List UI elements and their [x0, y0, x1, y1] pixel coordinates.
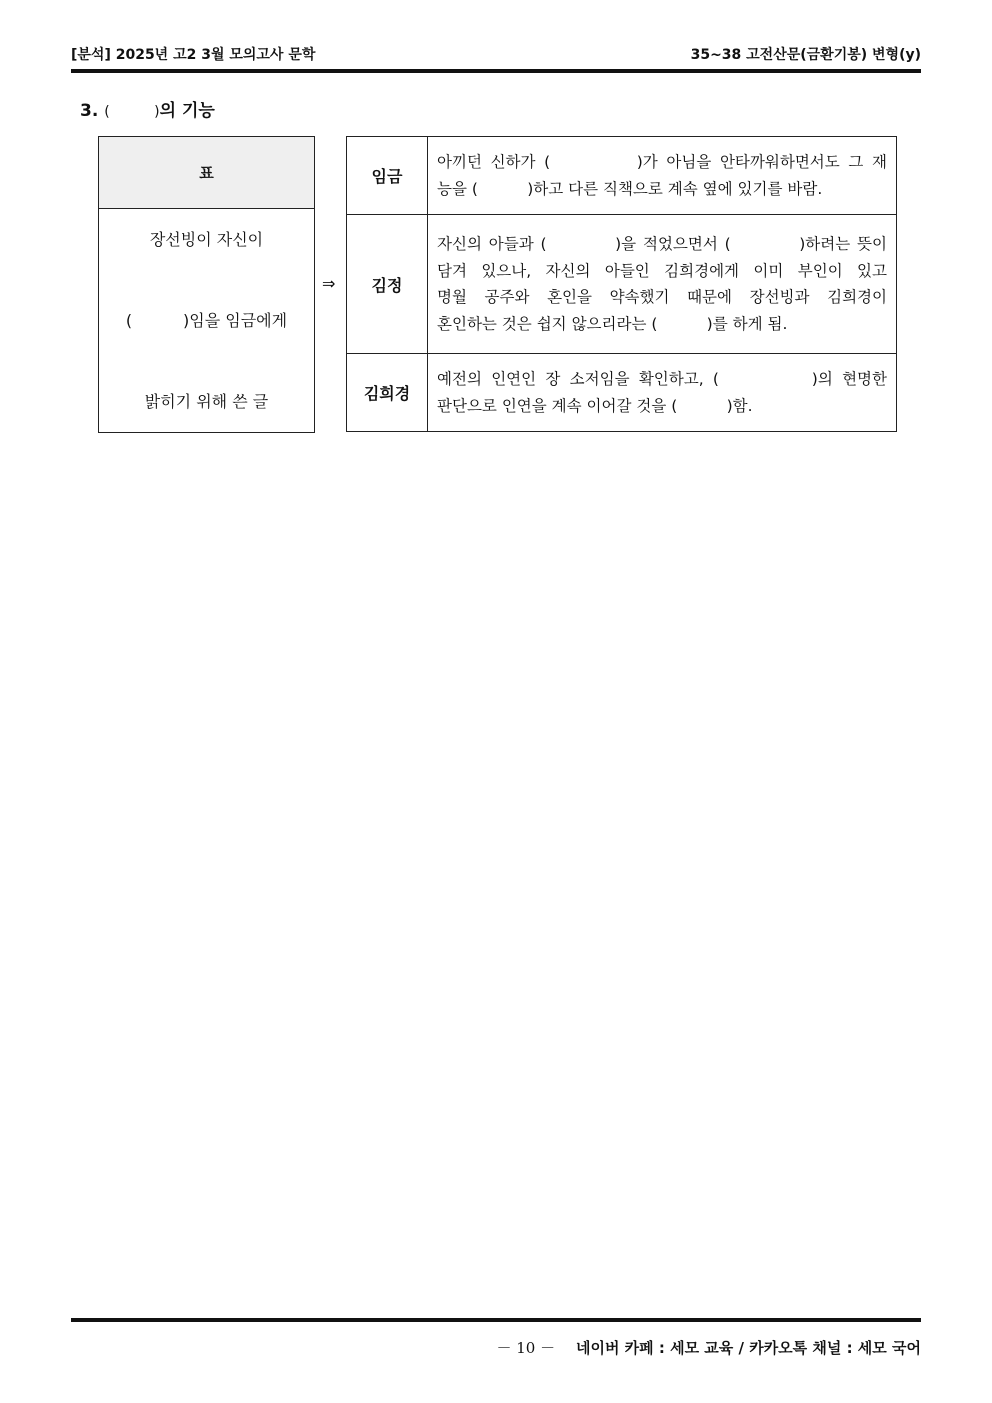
cell-line: 아끼던 신하가 ( )가 아님을 안타까워하면서도 그 재	[437, 153, 887, 171]
page-number: － 10 －	[496, 1339, 556, 1357]
section-blank: ( )	[104, 104, 160, 120]
header-left-title: [분석] 2025년 고2 3월 모의고사 문학	[71, 47, 316, 63]
footer-rule	[71, 1318, 921, 1322]
table-row	[347, 354, 897, 432]
section-number: 3.	[80, 101, 99, 121]
right-arrow-icon: ⇒	[322, 274, 336, 293]
left-box-text	[126, 172, 287, 469]
character-table	[346, 136, 897, 432]
left-box-body	[99, 209, 314, 432]
left-box-line: ( )임을 임금에게	[125, 311, 288, 330]
row-body-kimheegyeong	[428, 354, 897, 432]
table-row	[347, 215, 897, 354]
cell-line: 혼인하는 것은 쉽지 않으리라는 ( )를 하게 됨.	[437, 314, 788, 333]
cell-line: 명월 공주와 혼인을 약속했기 때문에 장선빙과 김희경이	[437, 288, 887, 306]
cell-line: 판단으로 인연을 계속 이어갈 것을 ( )함.	[437, 396, 753, 415]
section-title	[80, 96, 215, 121]
left-box-line: 밝히기 위해 쓴 글	[144, 392, 269, 411]
footer-text: 네이버 카페 : 세모 교육 / 카카오톡 채널 : 세모 국어	[575, 1339, 921, 1357]
page-footer	[496, 1337, 921, 1358]
row-head-kimheegyeong: 김희경	[347, 354, 428, 432]
row-body-kimjeong	[428, 215, 897, 354]
left-summary-box	[98, 136, 315, 433]
page-header	[71, 44, 921, 64]
table-row	[347, 137, 897, 215]
left-box-heading: 표	[99, 137, 314, 209]
left-box-line: 장선빙이 자신이	[149, 230, 264, 249]
cell-line: 예전의 인연인 장 소저임을 확인하고, ( )의 현명한	[437, 370, 887, 388]
header-rule	[71, 69, 921, 73]
cell-line: 능을 ( )하고 다른 직책으로 계속 옆에 있기를 바람.	[437, 179, 823, 198]
cell-line: 담겨 있으나, 자신의 아들인 김희경에게 이미 부인이 있고	[437, 261, 887, 280]
row-head-king: 임금	[347, 137, 428, 215]
cell-line: 자신의 아들과 ( )을 적었으면서 ( )하려는 뜻이	[437, 235, 887, 253]
section-title-suffix: 의 기능	[159, 101, 215, 121]
header-right-title: 35~38 고전산문(금환기봉) 변형(y)	[690, 47, 921, 63]
row-head-kimjeong: 김정	[347, 215, 428, 354]
row-body-king	[428, 137, 897, 215]
